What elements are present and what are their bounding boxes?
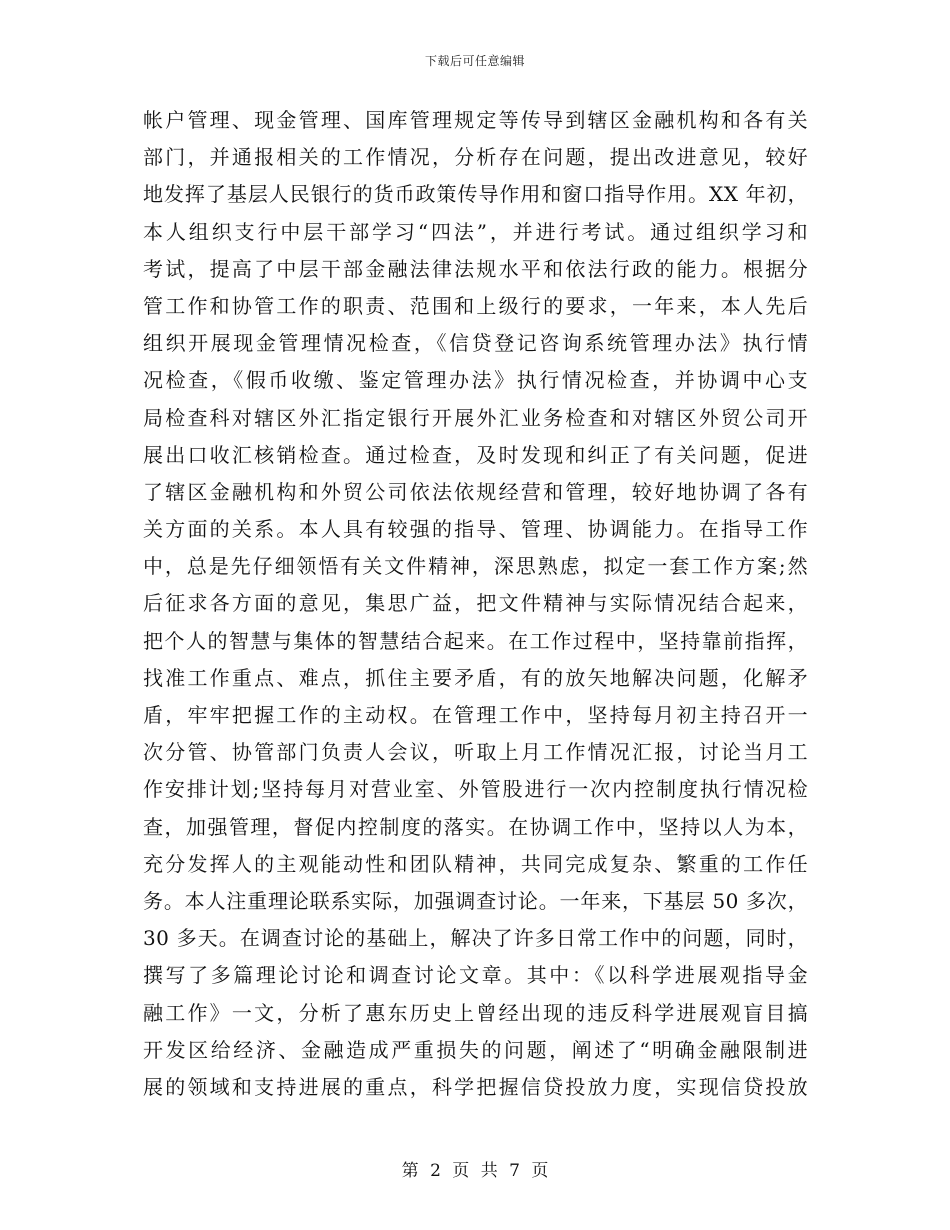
text-line: 融工作》一文，分析了惠东历史上曾经出现的违反科学进展观盲目搞 xyxy=(143,1000,808,1025)
text-line: 管工作和协管工作的职责、范围和上级行的要求，一年来，本人先后 xyxy=(143,293,808,318)
text-line: 找准工作重点、难点，抓住主要矛盾，有的放矢地解决问题，化解矛 xyxy=(143,665,808,690)
text-line: 把个人的智慧与集体的智慧结合起来。在工作过程中，坚持靠前指挥， xyxy=(143,628,808,653)
text-line: 中，总是先仔细领悟有关文件精神，深思熟虑，拟定一套工作方案;然 xyxy=(143,554,808,579)
text-line: 查，加强管理，督促内控制度的落实。在协调工作中，坚持以人为本， xyxy=(143,814,808,839)
text-line: 组织开展现金管理情况检查，《信贷登记咨询系统管理办法》执行情 xyxy=(143,331,808,356)
text-line: 了辖区金融机构和外贸公司依法依规经营和管理，较好地协调了各有 xyxy=(143,479,808,504)
page-footer: 第 2 页 共 7 页 xyxy=(401,1161,549,1181)
text-line: 后征求各方面的意见，集思广益，把文件精神与实际情况结合起来， xyxy=(143,591,808,616)
text-line: 关方面的关系。本人具有较强的指导、管理、协调能力。在指导工作 xyxy=(143,517,808,542)
text-line: 盾，牢牢把握工作的主动权。在管理工作中，坚持每月初主持召开一 xyxy=(143,703,808,727)
text-line: 地发挥了基层人民银行的货币政策传导作用和窗口指导作用。XX 年初， xyxy=(143,182,808,207)
text-line: 充分发挥人的主观能动性和团队精神，共同完成复杂、繁重的工作任 xyxy=(143,851,808,876)
text-line: 务。本人注重理论联系实际，加强调查讨论。一年来，下基层 50 多次， xyxy=(143,888,808,913)
text-line: 作安排计划;坚持每月对营业室、外管股进行一次内控制度执行情况检 xyxy=(143,777,808,802)
text-line: 帐户管理、现金管理、国库管理规定等传导到辖区金融机构和各有关 xyxy=(143,108,808,132)
body-text xyxy=(143,102,808,1106)
text-line: 本人组织支行中层干部学习“四法”，并进行考试。通过组织学习和 xyxy=(143,219,808,244)
page-header: 下载后可任意编辑 xyxy=(424,54,525,68)
text-line: 次分管、协管部门负责人会议，听取上月工作情况汇报，讨论当月工 xyxy=(143,740,808,765)
text-line: 局检查科对辖区外汇指定银行开展外汇业务检查和对辖区外贸公司开 xyxy=(143,405,808,430)
text-line: 展的领域和支持进展的重点，科学把握信贷投放力度，实现信贷投放 xyxy=(143,1074,808,1099)
text-line: 考试，提高了中层干部金融法律法规水平和依法行政的能力。根据分 xyxy=(143,256,808,281)
text-line: 况检查，《假币收缴、鉴定管理办法》执行情况检查，并协调中心支 xyxy=(143,368,808,393)
text-line: 30 多天。在调查讨论的基础上，解决了许多日常工作中的问题，同时， xyxy=(143,926,808,951)
text-line: 展出口收汇核销检查。通过检查，及时发现和纠正了有关问题，促进 xyxy=(143,442,808,467)
text-line: 撰写了多篇理论讨论和调查讨论文章。其中：《以科学进展观指导金 xyxy=(143,963,808,988)
text-line: 部门，并通报相关的工作情况，分析存在问题，提出改进意见，较好 xyxy=(143,145,808,170)
text-line: 开发区给经济、金融造成严重损失的问题，阐述了“明确金融限制进 xyxy=(143,1037,808,1062)
